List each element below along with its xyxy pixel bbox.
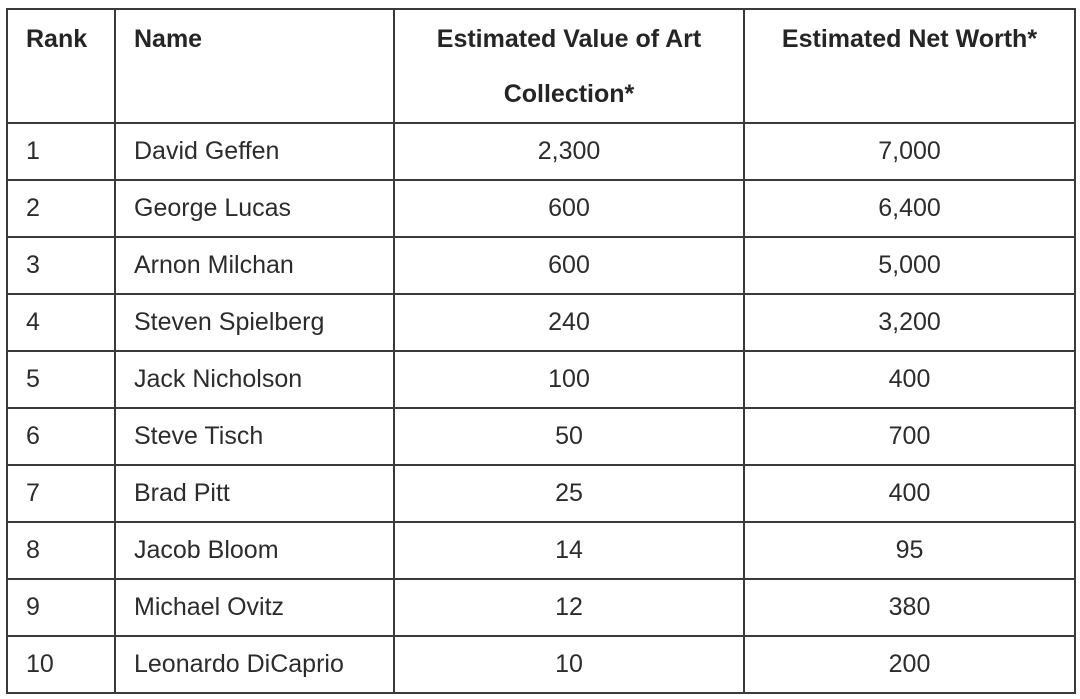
cell-name: Jack Nicholson [115, 351, 394, 408]
cell-art-value: 100 [394, 351, 744, 408]
cell-rank: 5 [7, 351, 115, 408]
cell-rank: 9 [7, 579, 115, 636]
table-row [7, 408, 1075, 465]
cell-rank: 3 [7, 237, 115, 294]
table-body [7, 123, 1075, 693]
cell-art-value: 2,300 [394, 123, 744, 180]
cell-net-worth: 3,200 [744, 294, 1075, 351]
cell-net-worth: 7,000 [744, 123, 1075, 180]
cell-art-value: 10 [394, 636, 744, 693]
cell-art-value: 600 [394, 180, 744, 237]
header-rank: Rank [7, 9, 115, 123]
table-row [7, 636, 1075, 693]
table-row [7, 522, 1075, 579]
cell-net-worth: 5,000 [744, 237, 1075, 294]
cell-net-worth: 700 [744, 408, 1075, 465]
cell-name: George Lucas [115, 180, 394, 237]
cell-rank: 6 [7, 408, 115, 465]
table-header [7, 9, 1075, 123]
table-row [7, 465, 1075, 522]
cell-art-value: 14 [394, 522, 744, 579]
table-row [7, 351, 1075, 408]
cell-name: Arnon Milchan [115, 237, 394, 294]
art-collection-table-container [6, 8, 1076, 694]
cell-name: David Geffen [115, 123, 394, 180]
cell-art-value: 240 [394, 294, 744, 351]
cell-rank: 10 [7, 636, 115, 693]
cell-art-value: 50 [394, 408, 744, 465]
table-row [7, 123, 1075, 180]
cell-name: Brad Pitt [115, 465, 394, 522]
cell-rank: 1 [7, 123, 115, 180]
cell-rank: 4 [7, 294, 115, 351]
cell-rank: 2 [7, 180, 115, 237]
header-net-worth: Estimated Net Worth* [744, 9, 1075, 123]
header-name: Name [115, 9, 394, 123]
cell-rank: 7 [7, 465, 115, 522]
cell-art-value: 12 [394, 579, 744, 636]
cell-name: Steve Tisch [115, 408, 394, 465]
cell-net-worth: 400 [744, 465, 1075, 522]
table-row [7, 579, 1075, 636]
table-row [7, 294, 1075, 351]
cell-name: Jacob Bloom [115, 522, 394, 579]
art-collection-table [6, 8, 1076, 694]
cell-art-value: 25 [394, 465, 744, 522]
header-art-value: Estimated Value of Art Collection* [394, 9, 744, 123]
cell-rank: 8 [7, 522, 115, 579]
cell-name: Leonardo DiCaprio [115, 636, 394, 693]
cell-net-worth: 380 [744, 579, 1075, 636]
table-row [7, 237, 1075, 294]
table-row [7, 180, 1075, 237]
header-row [7, 9, 1075, 123]
cell-net-worth: 200 [744, 636, 1075, 693]
cell-art-value: 600 [394, 237, 744, 294]
cell-net-worth: 400 [744, 351, 1075, 408]
cell-net-worth: 95 [744, 522, 1075, 579]
cell-net-worth: 6,400 [744, 180, 1075, 237]
cell-name: Michael Ovitz [115, 579, 394, 636]
cell-name: Steven Spielberg [115, 294, 394, 351]
